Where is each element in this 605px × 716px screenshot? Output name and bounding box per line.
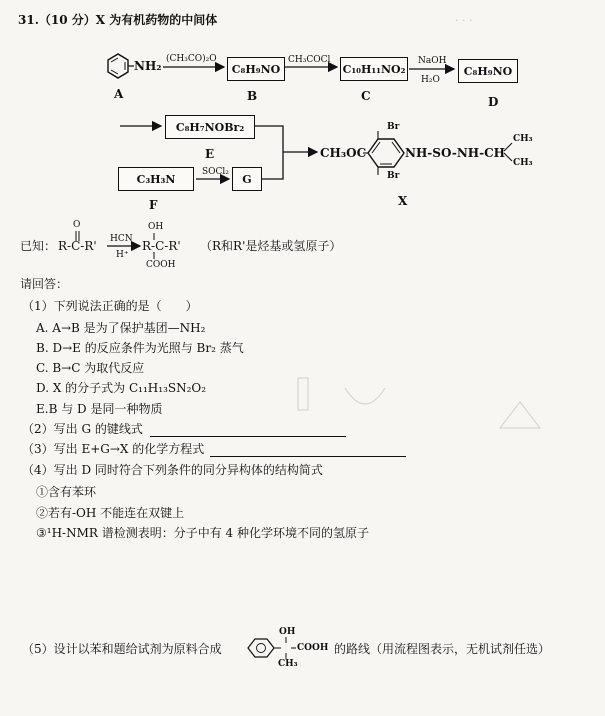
known-reactant: R-C-R'	[58, 239, 97, 253]
known-product-oh: OH	[148, 222, 164, 232]
compound-a-label: A	[114, 87, 124, 101]
compound-f-box	[118, 167, 194, 191]
q1-option-d: D. X 的分子式为 C₁₁H₁₃SN₂O₂	[36, 381, 207, 395]
compound-d-box	[458, 59, 518, 83]
q4-stem: （4）写出 D 同时符合下列条件的同分异构体的结构简式	[22, 463, 323, 477]
known-prefix: 已知：	[20, 239, 57, 253]
compound-e-formula: C₈H₇NOBr₂	[175, 120, 245, 134]
bleed-through-text: · · ·	[455, 14, 473, 27]
q3-text: （3）写出 E+G→X 的化学方程式	[22, 442, 205, 456]
compound-e-box	[165, 115, 255, 139]
reagent-c-d-bottom: H₂O	[421, 75, 440, 85]
compound-f-formula: C₃H₃N	[136, 172, 176, 186]
reagent-a-b: (CH₃CO)₂O	[166, 54, 217, 64]
q2-answer-line[interactable]	[150, 436, 346, 437]
reagent-f-g: SOCl₂	[202, 167, 229, 177]
known-reactant-o: O	[73, 220, 81, 230]
benzene-ring-x	[363, 131, 404, 175]
compound-x-right-group: NH-SO-NH-CH	[405, 146, 506, 160]
q2-text: （2）写出 G 的键线式	[22, 422, 143, 436]
q5-ch3: CH₃	[278, 659, 298, 669]
compound-g-formula: G	[242, 172, 252, 186]
benzene-ring-q5	[248, 637, 296, 659]
compound-b-formula: C₈H₉NO	[231, 62, 281, 76]
q3-answer-line[interactable]	[210, 456, 406, 457]
compound-e-label: E	[205, 147, 215, 161]
q1-stem: （1）下列说法正确的是（ ）	[22, 299, 198, 313]
reagent-b-c: CH₃COCl	[288, 55, 331, 65]
q5-suffix: 的路线（用流程图表示，无机试剂任选）	[334, 642, 551, 656]
known-note: （R和R'是烃基或氢原子）	[200, 239, 342, 253]
known-reagent-top: HCN	[110, 234, 133, 244]
q1-option-e: E.B 与 D 是同一种物质	[36, 402, 163, 416]
q5-prefix: （5）设计以苯和题给试剂为原料合成	[22, 642, 222, 656]
q4-condition-1: ①含有苯环	[36, 485, 97, 499]
compound-x-methyl-top: CH₃	[513, 134, 533, 144]
known-product: R-C-R'	[142, 239, 181, 253]
compound-b-label: B	[247, 89, 258, 103]
q4-condition-2: ②若有-OH 不能连在双键上	[36, 506, 185, 520]
compound-g-box	[232, 167, 262, 191]
q4-condition-3: ③¹H-NMR 谱检测表明：分子中有 4 种化学环境不同的氢原子	[36, 526, 369, 540]
answer-prompt: 请回答：	[20, 277, 69, 291]
compound-b-box	[227, 57, 285, 81]
compound-c-formula: C₁₀H₁₁NO₂	[342, 62, 406, 76]
reagent-c-d-top: NaOH	[418, 56, 447, 66]
compound-d-label: D	[488, 95, 499, 109]
known-reagent-bottom: H⁺	[116, 250, 129, 260]
bleed-through-sketch	[298, 378, 540, 428]
compound-x-br-bottom: Br	[387, 171, 400, 181]
compound-d-formula: C₈H₉NO	[463, 64, 513, 78]
q5-cooh: COOH	[297, 643, 329, 653]
compound-c-label: C	[361, 89, 371, 103]
compound-f-label: F	[149, 198, 158, 212]
benzene-ring-a	[108, 54, 134, 78]
q1-option-b: B. D→E 的反应条件为光照与 Br₂ 蒸气	[36, 341, 244, 355]
compound-a-group: NH₂	[134, 59, 162, 73]
compound-x-br-top: Br	[387, 122, 400, 132]
compound-x-left-group: CH₃OC	[320, 146, 367, 160]
compound-x-methyl-bottom: CH₃	[513, 158, 533, 168]
q5-oh: OH	[279, 627, 296, 637]
compound-c-box	[340, 57, 408, 81]
question-header: 31.（10 分）X 为有机药物的中间体	[18, 13, 218, 27]
compound-x-label: X	[398, 194, 408, 208]
known-product-cooh: COOH	[146, 260, 176, 270]
q1-option-a: A. A→B 是为了保护基团—NH₂	[36, 321, 206, 335]
q1-option-c: C. B→C 为取代反应	[36, 361, 145, 375]
